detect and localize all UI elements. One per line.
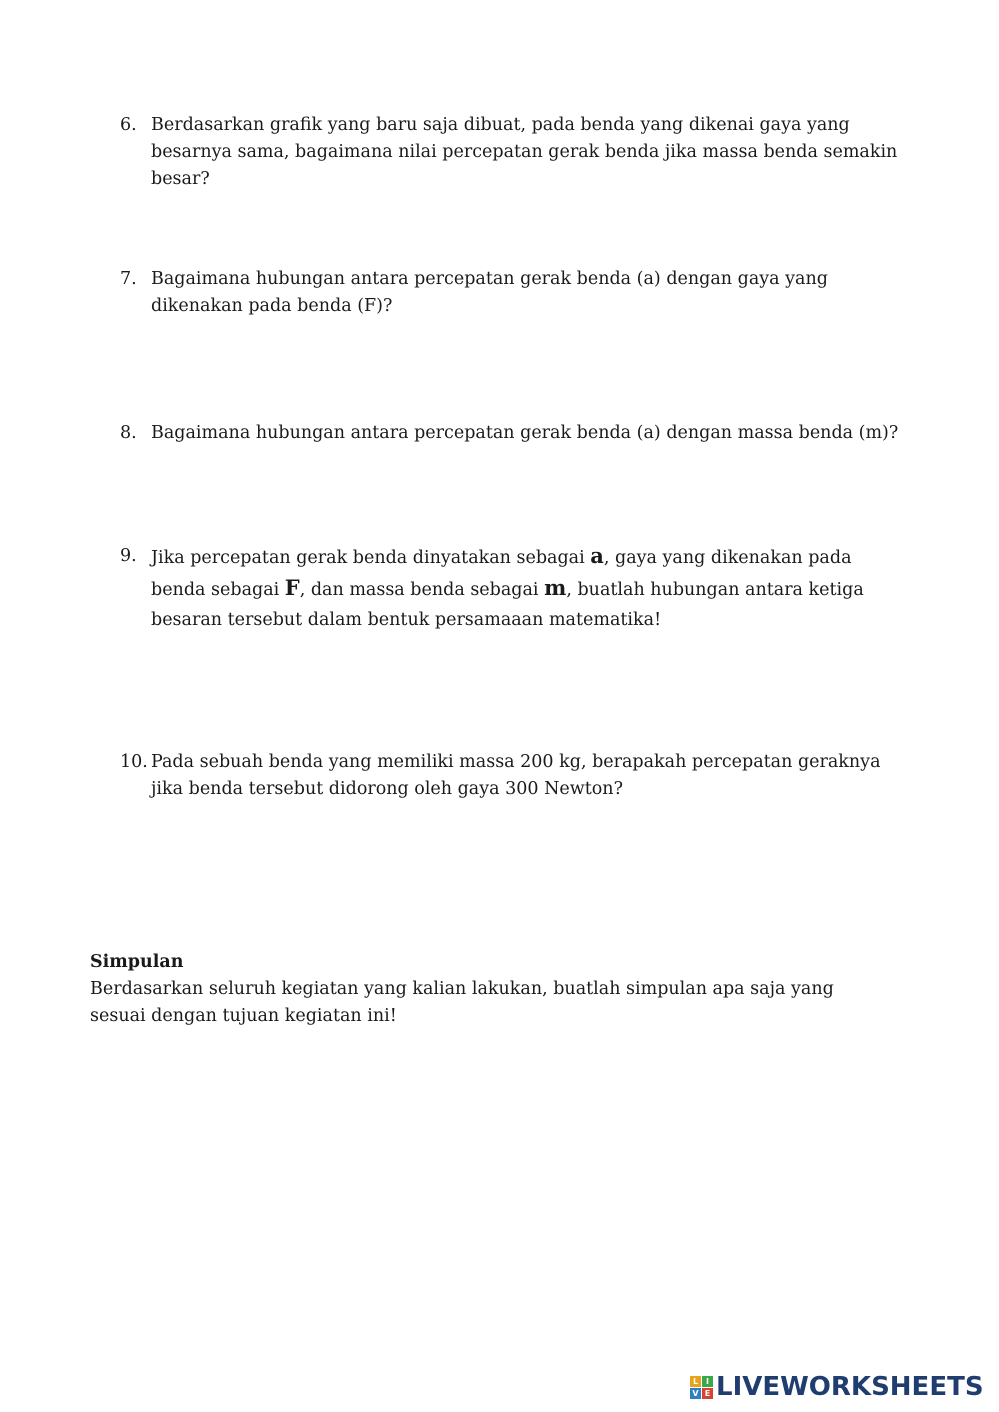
question-9 — [120, 541, 910, 635]
logo-cell: V — [690, 1388, 701, 1399]
question-text: Berdasarkan grafik yang baru saja dibuat, pada benda yang dikenai gaya yang besarnya sama, bagaimana nilai percepatan gerak benda jika massa benda semakin besar? — [151, 115, 898, 189]
question-6 — [120, 112, 910, 193]
logo-cell: L — [690, 1376, 701, 1387]
question-text-part: , dan massa benda sebagai — [299, 580, 545, 600]
question-text-part: Jika percepatan gerak benda dinyatakan sebagai — [151, 548, 591, 568]
question-text — [151, 541, 910, 635]
logo-cell: E — [702, 1388, 713, 1399]
question-text: Bagaimana hubungan antara percepatan gerak benda (a) dengan gaya yang dikenakan pada benda (F)? — [151, 269, 828, 316]
question-number: 7. — [120, 269, 137, 289]
question-number: 8. — [120, 423, 137, 443]
logo-cell: I — [702, 1376, 713, 1387]
question-text: Pada sebuah benda yang memiliki massa 200 kg, berapakah percepatan geraknya jika benda tersebut didorong oleh gaya 300 Newton? — [151, 752, 881, 799]
question-number: 10. — [120, 752, 148, 772]
question-8 — [120, 420, 910, 447]
question-text: Bagaimana hubungan antara percepatan gerak benda (a) dengan massa benda (m)? — [151, 423, 899, 443]
conclusion-title: Simpulan — [90, 952, 184, 972]
logo-grid-icon — [690, 1376, 713, 1399]
variable-a: a — [590, 543, 604, 568]
question-number: 9. — [120, 546, 137, 566]
question-10 — [120, 749, 910, 803]
logo-text: LIVEWORKSHEETS — [716, 1372, 984, 1402]
conclusion-text: Berdasarkan seluruh kegiatan yang kalian lakukan, buatlah simpulan apa saja yang sesuai dengan tujuan kegiatan ini! — [90, 979, 834, 1026]
question-text-part: , buatlah hubungan antara ketiga besaran tersebut dalam bentuk persamaaan matematika! — [151, 580, 864, 630]
conclusion-section — [90, 949, 890, 1030]
question-text-part: , gaya yang dikenakan pada benda sebagai — [151, 548, 852, 600]
question-number: 6. — [120, 115, 137, 135]
variable-f: F — [284, 575, 300, 600]
liveworksheets-logo — [690, 1372, 984, 1402]
variable-m: m — [544, 575, 567, 600]
question-7 — [120, 266, 910, 320]
